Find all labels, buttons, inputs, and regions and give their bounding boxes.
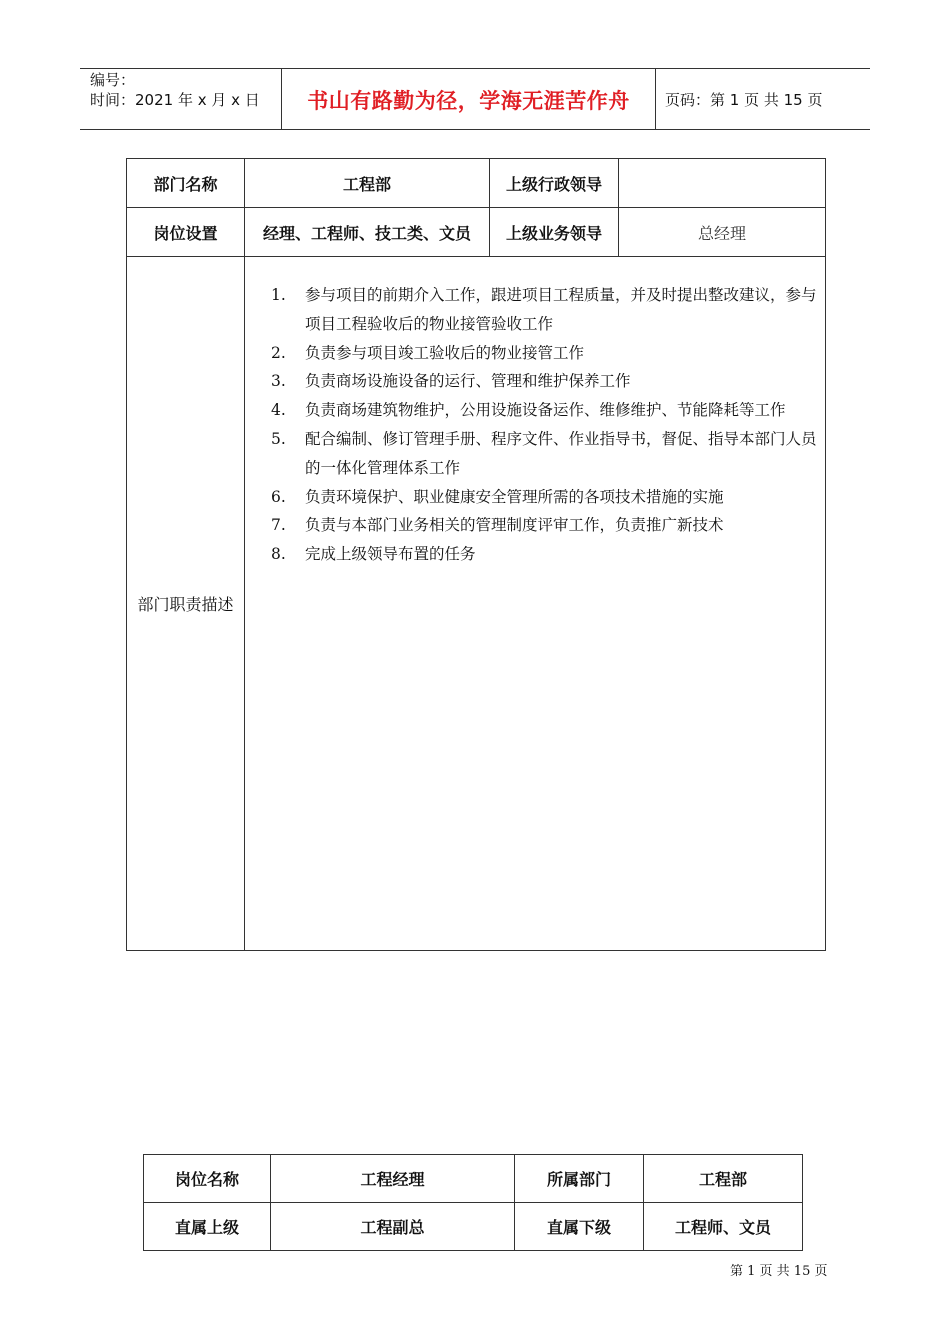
table-row <box>144 1155 803 1203</box>
list-item <box>261 425 819 483</box>
list-item-number: 1. <box>271 286 286 304</box>
position-name-label: 岗位名称 <box>144 1155 271 1203</box>
list-item-number: 8. <box>271 545 286 564</box>
list-item-text: 完成上级领导布置的任务 <box>305 545 476 564</box>
business-leader-label: 上级业务领导 <box>490 208 619 257</box>
duties-cell <box>245 257 826 951</box>
list-item-text: 负责参与项目竣工验收后的物业接管工作 <box>305 343 585 362</box>
superior-value: 工程副总 <box>271 1203 515 1251</box>
list-item-text: 负责商场建筑物维护，公用设施设备运作、维修维护、节能降耗等工作 <box>305 401 786 420</box>
superior-label: 直属上级 <box>144 1203 271 1251</box>
duties-label: 部门职责描述 <box>127 257 245 951</box>
department-info-table <box>126 158 826 951</box>
duties-list <box>245 257 825 569</box>
list-item <box>261 396 819 425</box>
list-item-number: 6. <box>271 487 286 506</box>
document-time: 时间：2021 年 x 月 x 日 <box>90 91 260 109</box>
list-item <box>261 367 819 396</box>
list-item-text: 负责与本部门业务相关的管理制度评审工作，负责推广新技术 <box>305 516 724 535</box>
list-item-text: 负责环境保护、职业健康安全管理所需的各项技术措施的实施 <box>305 487 724 506</box>
header-top-rule <box>80 68 870 69</box>
positions-value: 经理、工程师、技工类、文员 <box>245 208 490 257</box>
subordinate-label: 直属下级 <box>515 1203 644 1251</box>
list-item <box>261 339 819 368</box>
header-motto: 书山有路勤为径，学海无涯苦作舟 <box>307 89 630 113</box>
admin-leader-label: 上级行政领导 <box>490 159 619 208</box>
list-item <box>261 483 819 512</box>
list-item <box>261 540 819 569</box>
list-item-number: 7. <box>271 516 286 535</box>
table-row <box>127 257 826 951</box>
list-item <box>261 511 819 540</box>
header-meta <box>90 70 260 110</box>
business-leader-value: 总经理 <box>619 208 826 257</box>
dept-name-value: 工程部 <box>245 159 490 208</box>
positions-label: 岗位设置 <box>127 208 245 257</box>
position-name-value: 工程经理 <box>271 1155 515 1203</box>
position-info-table <box>143 1154 803 1251</box>
list-item-number: 5. <box>271 429 286 448</box>
list-item-number: 2. <box>271 343 286 362</box>
table-row <box>144 1203 803 1251</box>
header-page-info: 页码：第 1 页 共 15 页 <box>665 91 823 109</box>
list-item-text: 配合编制、修订管理手册、程序文件、作业指导书，督促、指导本部门人员的一体化管理体系工作 <box>305 429 817 477</box>
admin-leader-value <box>619 159 826 208</box>
subordinate-value: 工程师、文员 <box>644 1203 803 1251</box>
table-row <box>127 208 826 257</box>
document-number-label: 编号： <box>90 71 136 89</box>
table-row <box>127 159 826 208</box>
header-bottom-rule <box>80 129 870 130</box>
footer-page-number: 第 1 页 共 15 页 <box>730 1264 828 1279</box>
list-item <box>261 281 819 339</box>
header-divider-right <box>655 69 656 129</box>
list-item-text: 参与项目的前期介入工作，跟进项目工程质量，并及时提出整改建议，参与项目工程验收后的物业接管验收工作 <box>305 286 817 333</box>
list-item-number: 3. <box>271 372 286 391</box>
dept-name-label: 部门名称 <box>127 159 245 208</box>
department-label: 所属部门 <box>515 1155 644 1203</box>
list-item-number: 4. <box>271 401 286 420</box>
department-value: 工程部 <box>644 1155 803 1203</box>
list-item-text: 负责商场设施设备的运行、管理和维护保养工作 <box>305 372 631 391</box>
